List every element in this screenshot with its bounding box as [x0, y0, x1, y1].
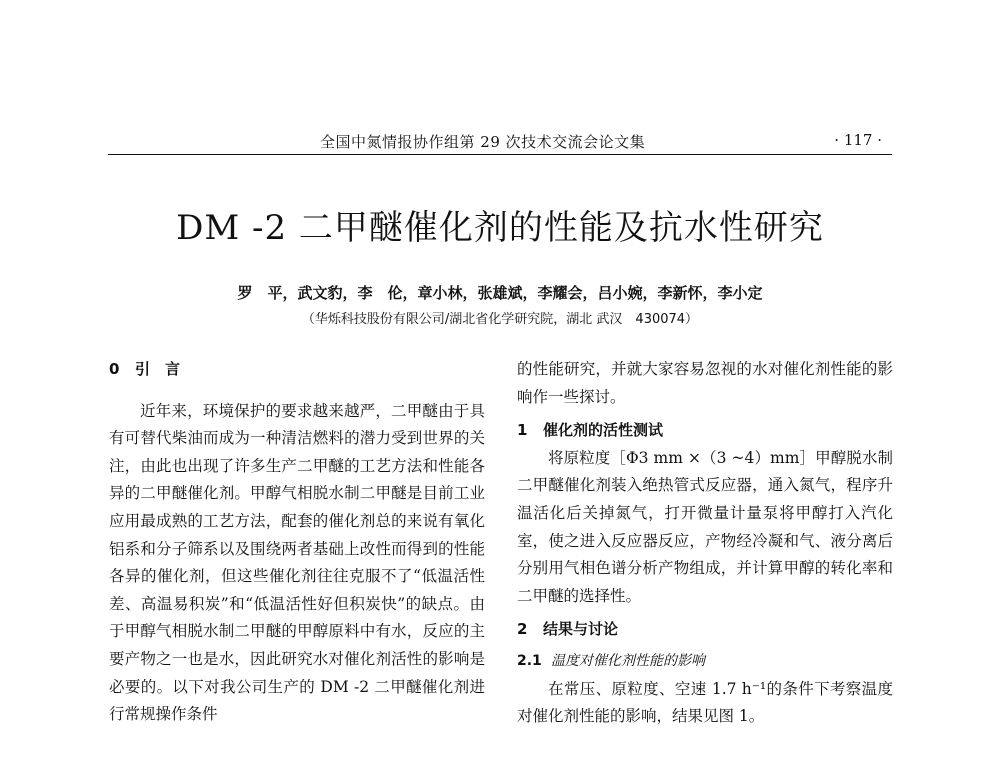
- section-number: 1: [517, 421, 528, 440]
- section-number: 0: [109, 360, 120, 378]
- temperature-paragraph: 在常压、原粒度、空速 1.7 h⁻¹的条件下考察温度对催化剂性能的影响，结果见图 1。: [517, 679, 893, 726]
- section-heading-results: [517, 616, 893, 644]
- section-heading-introduction: [109, 356, 485, 384]
- subsection-heading-temperature: [517, 648, 893, 676]
- page-number: · 117 ·: [834, 131, 882, 149]
- activity-test-paragraph: 将原粒度［Φ3 mm ×（3 ~4）mm］甲醇脱水制二甲醚催化剂装入绝热管式反应器，通入氮气，程序升温活化后关掉氮气，打开微量计量泵将甲醇打入汽化室，使之进入反应器反应，产物经冷凝和气、液分离后分别用气相色谱分析产物组成，并计算甲醇的转化率和二甲醚的选择性。: [517, 448, 893, 605]
- header-rule: [108, 154, 892, 155]
- section-title: 结果与讨论: [543, 620, 619, 639]
- section-title: 催化剂的活性测试: [543, 421, 664, 440]
- left-column: [109, 356, 485, 729]
- affiliation: （华烁科技股份有限公司/湖北省化学研究院，湖北 武汉 430074）: [301, 312, 699, 327]
- subsection-title: 温度对催化剂性能的影响: [551, 652, 705, 669]
- running-head: [108, 131, 892, 155]
- journal-title: 全国中氮情报协作组第 29 次技术交流会论文集: [320, 133, 646, 151]
- section-number: 2: [517, 620, 528, 639]
- section-heading-activity-test: [517, 417, 893, 445]
- introduction-continuation: 的性能研究，并就大家容易忽视的水对催化剂性能的影响作一些探讨。: [517, 360, 893, 406]
- author-list: 罗 平，武文豹，李 伦，章小林，张雄斌，李耀会，吕小婉，李新怀，李小定: [237, 284, 763, 302]
- right-column: [517, 356, 893, 731]
- paper-title: DM -2 二甲醚催化剂的性能及抗水性研究: [176, 208, 824, 248]
- introduction-paragraph: 近年来，环境保护的要求越来越严，二甲醚由于具有可替代柴油而成为一种清洁燃料的潜力受到世界的关注，由此也出现了许多生产二甲醚的工艺方法和性能各异的二甲醚催化剂。甲醇气相脱水制二甲醚是目前工业应用最成熟的工艺方法，配套的催化剂总的来说有氧化铝系和分子筛系以及围绕两者基础上改性而得到的性能各异的催化剂，但这些催化剂往往克服不了“低温活性差、高温易积炭”和“低温活性好但积炭快”的缺点。由于甲醇气相脱水制二甲醚的甲醇原料中有水，反应的主要产物之一也是水，因此研究水对催化剂活性的影响是必要的。以下对我公司生产的 DM -2 二甲醚催化剂进行常规操作条件: [109, 401, 485, 724]
- section-title: 引 言: [135, 360, 181, 378]
- subsection-number: 2.1: [517, 652, 542, 669]
